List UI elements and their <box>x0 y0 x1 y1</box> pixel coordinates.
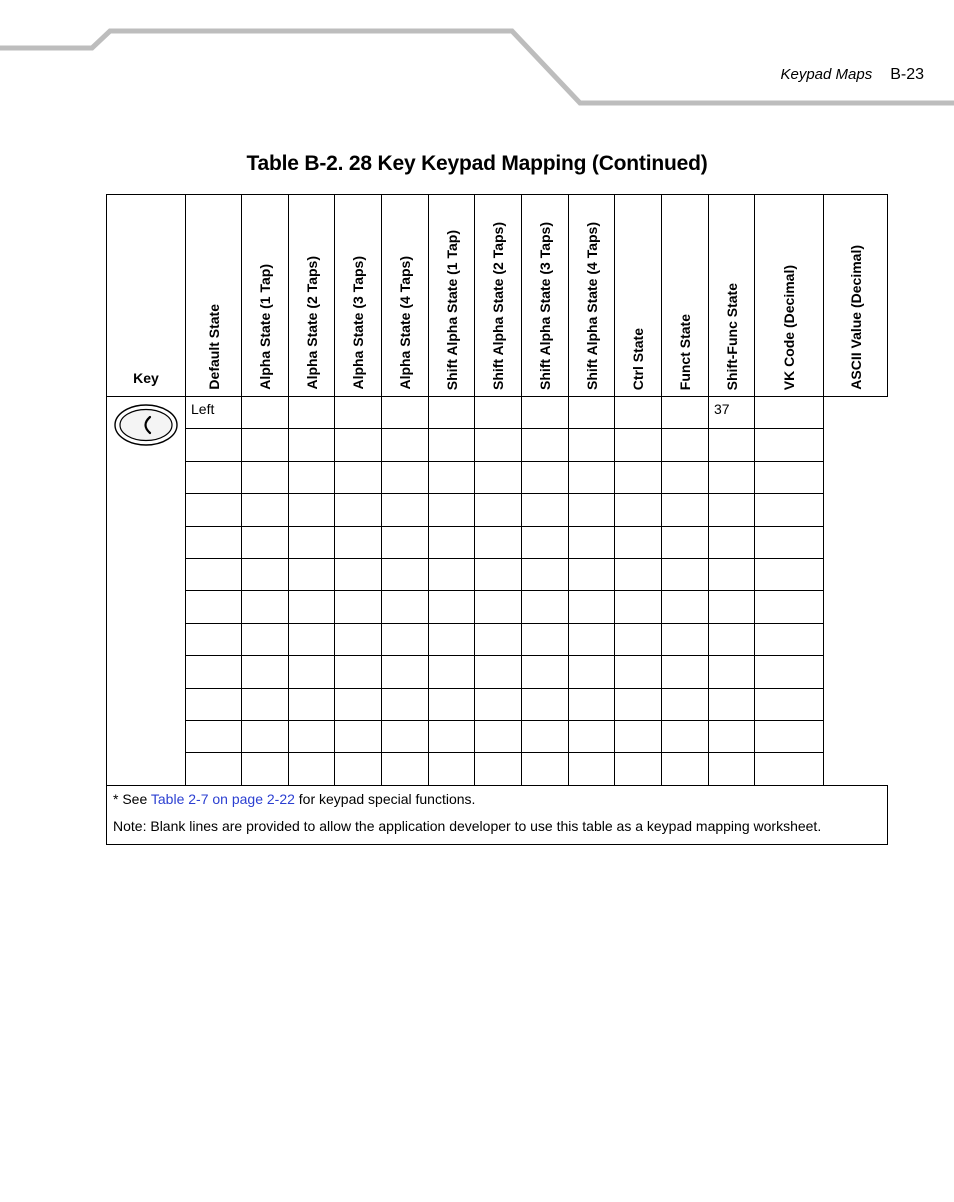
table-cell <box>382 688 429 720</box>
table-cell <box>429 656 475 688</box>
table-cell: 37 <box>709 397 755 429</box>
table-cell <box>709 623 755 655</box>
table-cell <box>569 558 615 590</box>
table-cell <box>662 688 709 720</box>
table-row <box>107 397 888 429</box>
column-header-label: Shift Alpha State (1 Tap) <box>443 229 460 390</box>
table-cell <box>475 688 522 720</box>
table-cell <box>755 494 824 526</box>
table-cell <box>615 688 662 720</box>
table-cell <box>382 720 429 752</box>
table-row <box>107 720 888 752</box>
table-cell <box>429 397 475 429</box>
table-cell <box>569 494 615 526</box>
table-cell <box>522 494 569 526</box>
table-cell <box>569 429 615 461</box>
column-header-label: Alpha State (2 Taps) <box>303 256 320 390</box>
running-head <box>780 66 924 84</box>
table-cell <box>615 720 662 752</box>
table-cell <box>615 429 662 461</box>
column-header <box>242 195 289 397</box>
table-cell <box>709 591 755 623</box>
table-cell <box>186 461 242 493</box>
table-cell <box>709 656 755 688</box>
table-notes <box>107 785 888 844</box>
table-cell <box>289 688 335 720</box>
table-cell <box>242 397 289 429</box>
table-cell <box>709 720 755 752</box>
table-cell <box>709 688 755 720</box>
table-cell <box>186 494 242 526</box>
table-cell <box>475 558 522 590</box>
table-cell <box>569 623 615 655</box>
table-cell <box>335 656 382 688</box>
table-cell <box>475 397 522 429</box>
table-cell <box>382 494 429 526</box>
column-header <box>186 195 242 397</box>
table-cell <box>289 494 335 526</box>
column-header <box>335 195 382 397</box>
column-header-label: Alpha State (3 Taps) <box>350 256 366 390</box>
footnote-suffix: for keypad special functions. <box>294 790 476 807</box>
table-cell <box>289 591 335 623</box>
table-cell <box>755 397 824 429</box>
table-cell <box>335 720 382 752</box>
table-cell <box>289 623 335 655</box>
table-cell <box>662 461 709 493</box>
table-cell <box>709 429 755 461</box>
table-cell <box>382 526 429 558</box>
table-cell <box>475 461 522 493</box>
table-cell <box>429 753 475 785</box>
table-row <box>107 656 888 688</box>
table-cell <box>382 591 429 623</box>
column-header <box>755 195 824 397</box>
table-cell <box>755 461 824 493</box>
table-cell <box>289 397 335 429</box>
keypad-mapping-table <box>106 194 888 845</box>
table-cell <box>289 656 335 688</box>
table-cell <box>429 429 475 461</box>
table-cell <box>522 461 569 493</box>
table-cell <box>755 623 824 655</box>
table-cell <box>755 591 824 623</box>
table-title: Table B-2. 28 Key Keypad Mapping (Continued) <box>246 152 708 175</box>
table-cell <box>186 558 242 590</box>
table-cell <box>186 720 242 752</box>
column-header-label: Funct State <box>677 313 693 390</box>
table-cell <box>335 688 382 720</box>
table-row <box>107 591 888 623</box>
table-cell <box>709 753 755 785</box>
table-cell <box>615 397 662 429</box>
page-number: B-23 <box>890 66 924 83</box>
table-cell <box>522 688 569 720</box>
column-header-label: Shift Alpha State (3 Taps) <box>537 221 553 390</box>
table-cell <box>569 526 615 558</box>
table-cell <box>615 526 662 558</box>
table-cell <box>289 558 335 590</box>
table-cell <box>429 720 475 752</box>
table-cell <box>662 494 709 526</box>
table-row <box>107 623 888 655</box>
table-cell <box>186 656 242 688</box>
table-cell <box>475 494 522 526</box>
table-cell <box>429 526 475 558</box>
table-cell <box>429 558 475 590</box>
column-header <box>709 195 755 397</box>
column-header <box>662 195 709 397</box>
column-header-label: Alpha State (1 Tap) <box>257 264 273 390</box>
table-cell <box>522 558 569 590</box>
table-cell <box>382 558 429 590</box>
column-header <box>382 195 429 397</box>
table-cell <box>429 591 475 623</box>
table-cell <box>755 558 824 590</box>
table-cell <box>662 591 709 623</box>
column-header-label: Ctrl State <box>630 327 646 390</box>
table-cell <box>242 558 289 590</box>
table-2-7-link[interactable]: Table 2-7 on page 2-22 <box>150 790 295 807</box>
table-cell <box>475 429 522 461</box>
table-cell <box>186 753 242 785</box>
column-header-label: Shift Alpha State (4 Taps) <box>583 221 600 390</box>
table-cell <box>522 591 569 623</box>
worksheet-note: Note: Blank lines are provided to allow the application developer to use this table as a keypad mapping worksheet. <box>113 817 822 834</box>
table-cell <box>429 461 475 493</box>
column-header-label: Default State <box>205 304 222 390</box>
column-header-label: ASCII Value (Decimal) <box>847 245 864 390</box>
table-cell <box>335 558 382 590</box>
table-cell <box>242 461 289 493</box>
table-cell <box>615 656 662 688</box>
table-cell <box>335 397 382 429</box>
table-cell <box>289 720 335 752</box>
table-cell <box>289 429 335 461</box>
table-cell <box>755 526 824 558</box>
table-cell <box>569 753 615 785</box>
table-cell <box>569 461 615 493</box>
table-row <box>107 688 888 720</box>
table-cell <box>615 494 662 526</box>
table-cell <box>522 656 569 688</box>
table-cell <box>475 720 522 752</box>
table-row <box>107 429 888 461</box>
table-cell <box>382 623 429 655</box>
table-cell <box>242 753 289 785</box>
table-cell <box>662 526 709 558</box>
table-cell <box>522 526 569 558</box>
column-header <box>569 195 615 397</box>
column-header-label: Shift-Func State <box>723 282 740 390</box>
table-cell <box>615 591 662 623</box>
table-cell <box>186 429 242 461</box>
table-cell <box>429 494 475 526</box>
table-cell <box>662 753 709 785</box>
table-cell <box>186 526 242 558</box>
table-cell <box>335 753 382 785</box>
table-cell <box>755 656 824 688</box>
table-cell <box>522 623 569 655</box>
running-head-section: Keypad Maps <box>780 66 873 83</box>
table-cell <box>522 753 569 785</box>
column-header <box>522 195 569 397</box>
column-header <box>429 195 475 397</box>
table-row <box>107 753 888 785</box>
table-cell <box>186 688 242 720</box>
table-cell <box>429 688 475 720</box>
table-cell <box>242 688 289 720</box>
table-cell <box>335 461 382 493</box>
column-header-label: Alpha State (4 Taps) <box>397 256 413 390</box>
table-cell <box>615 461 662 493</box>
table-row <box>107 461 888 493</box>
table-cell <box>335 591 382 623</box>
table-cell <box>242 526 289 558</box>
table-cell <box>662 558 709 590</box>
table-cell <box>242 494 289 526</box>
left-arrow-key-icon <box>113 402 179 448</box>
table-cell <box>335 494 382 526</box>
table-cell <box>522 429 569 461</box>
column-header <box>824 195 888 397</box>
column-header-label: VK Code (Decimal) <box>781 264 797 390</box>
table-cell <box>662 720 709 752</box>
column-header <box>475 195 522 397</box>
column-header <box>615 195 662 397</box>
table-cell <box>615 558 662 590</box>
table-cell <box>569 656 615 688</box>
table-cell <box>709 494 755 526</box>
table-cell <box>662 429 709 461</box>
header-rule <box>0 0 954 110</box>
key-cell <box>107 397 186 786</box>
table-cell <box>569 591 615 623</box>
table-cell <box>289 753 335 785</box>
table-row <box>107 494 888 526</box>
column-header-key: Key <box>107 195 186 397</box>
table-cell <box>475 753 522 785</box>
table-cell <box>382 429 429 461</box>
table-cell <box>755 720 824 752</box>
table-cell <box>242 429 289 461</box>
table-cell <box>242 591 289 623</box>
table-cell <box>242 656 289 688</box>
table-cell <box>429 623 475 655</box>
table-cell <box>382 461 429 493</box>
table-cell <box>755 429 824 461</box>
table-cell <box>569 720 615 752</box>
table-row <box>107 558 888 590</box>
table-cell: Left <box>186 397 242 429</box>
table-cell <box>615 623 662 655</box>
table-cell <box>709 558 755 590</box>
table-cell <box>662 397 709 429</box>
table-header-row <box>107 195 888 397</box>
table-cell <box>662 656 709 688</box>
table-cell <box>382 656 429 688</box>
table-row <box>107 526 888 558</box>
table-cell <box>755 753 824 785</box>
table-cell <box>475 623 522 655</box>
footnote <box>113 789 881 809</box>
table-cell <box>522 397 569 429</box>
table-cell <box>335 526 382 558</box>
table-cell <box>186 623 242 655</box>
table-cell <box>709 461 755 493</box>
table-cell <box>662 623 709 655</box>
table-cell <box>569 397 615 429</box>
table-cell <box>569 688 615 720</box>
table-cell <box>335 429 382 461</box>
table-body <box>107 397 888 786</box>
table-cell <box>709 526 755 558</box>
table-cell <box>615 753 662 785</box>
footnote-prefix: * See <box>113 790 151 807</box>
table-notes-row <box>107 785 888 844</box>
table-cell <box>335 623 382 655</box>
column-header-label: Shift Alpha State (2 Taps) <box>490 221 506 390</box>
table-cell <box>522 720 569 752</box>
table-cell <box>186 591 242 623</box>
table-cell <box>382 753 429 785</box>
table-cell <box>755 688 824 720</box>
table-cell <box>289 526 335 558</box>
table-cell <box>475 656 522 688</box>
column-header <box>289 195 335 397</box>
table-cell <box>242 623 289 655</box>
table-cell <box>382 397 429 429</box>
table-cell <box>475 526 522 558</box>
table-cell <box>289 461 335 493</box>
table-cell <box>475 591 522 623</box>
table-cell <box>242 720 289 752</box>
